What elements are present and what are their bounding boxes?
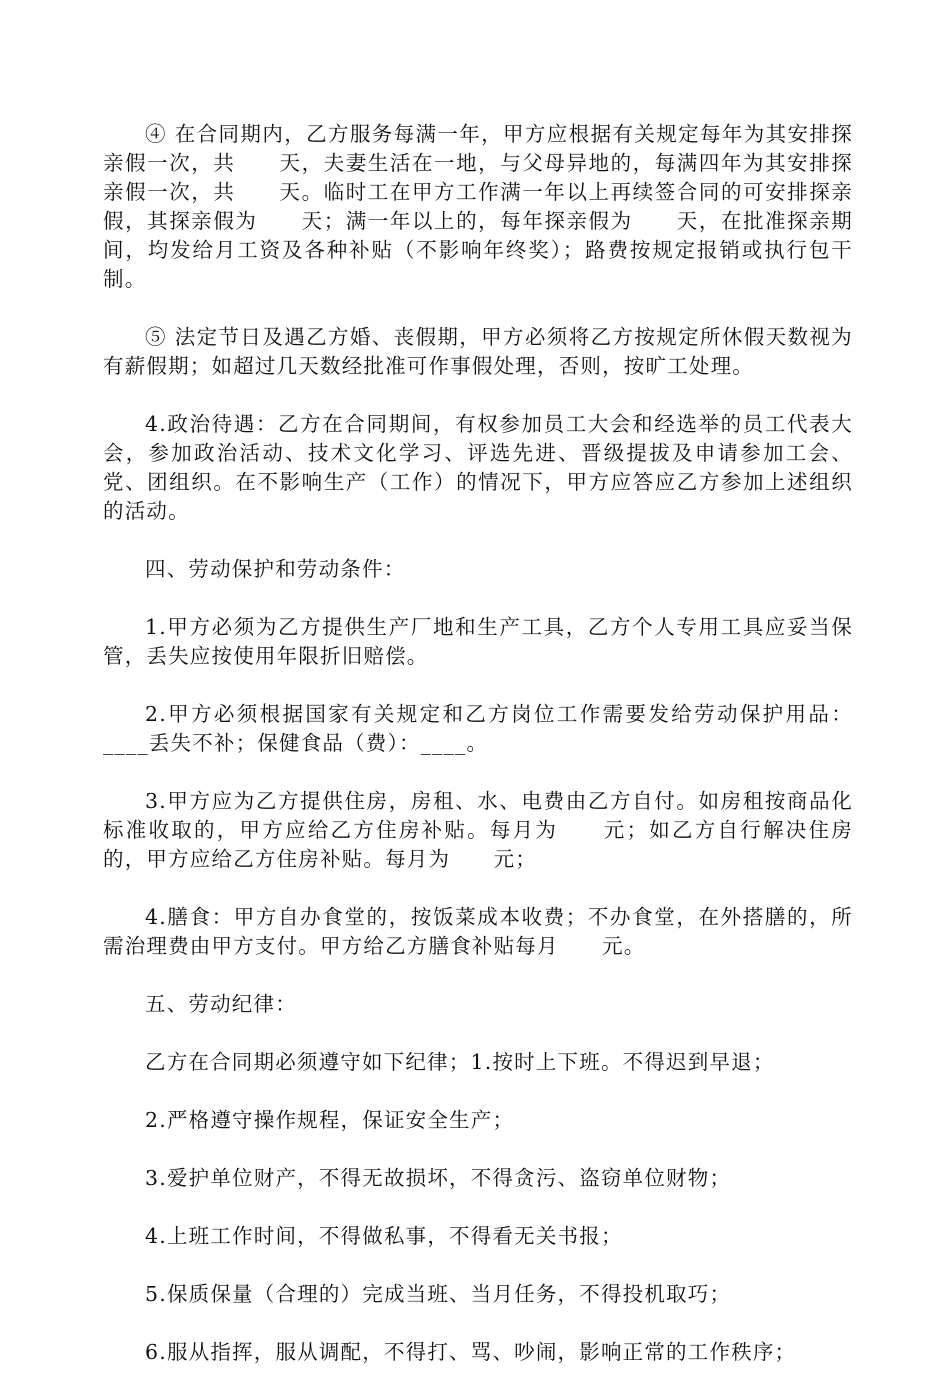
clause-holiday-leave: ⑤ 法定节日及遇乙方婚、丧假期，甲方必须将乙方按规定所休假天数视为有薪假期；如超过几天数经批准可作事假处理，否则，按旷工处理。 xyxy=(103,325,853,378)
discipline-item-2: 2.严格遵守操作规程，保证安全生产； xyxy=(145,1108,515,1132)
discipline-item-4: 4.上班工作时间，不得做私事，不得看无关书报； xyxy=(145,1224,623,1248)
section-heading-labor-protection: 四、劳动保护和劳动条件： xyxy=(145,557,406,581)
discipline-intro: 乙方在合同期必须遵守如下纪律；1.按时上下班。不得迟到早退； xyxy=(145,1050,775,1074)
clause-political-treatment: 4.政治待遇：乙方在合同期间，有权参加员工大会和经选举的员工代表大会，参加政治活动、技术文化学习、评选先进、晋级提拔及申请参加工会、党、团组织。在不影响生产（工作）的情况下，甲方应答应乙方参加上述组织的活动。 xyxy=(103,412,853,523)
discipline-item-3: 3.爱护单位财产，不得无故损坏，不得贪污、盗窃单位财物； xyxy=(145,1166,732,1190)
clause-protective-equipment: 2.甲方必须根据国家有关规定和乙方岗位工作需要发给劳动保护用品：____丢失不补；保健食品（费）：____。 xyxy=(103,702,853,755)
clause-housing: 3.甲方应为乙方提供住房，房租、水、电费由乙方自付。如房租按商品化标准收取的，甲方应给乙方住房补贴。每月为 元；如乙方自行解决住房的，甲方应给乙方住房补贴。每月为 元； xyxy=(103,789,853,871)
section-heading-labor-discipline: 五、劳动纪律： xyxy=(145,992,297,1016)
document-body xyxy=(103,120,853,1396)
clause-meals: 4.膳食：甲方自办食堂的，按饭菜成本收费；不办食堂，在外搭膳的，所需治理费由甲方支付。甲方给乙方膳食补贴每月 元。 xyxy=(103,905,853,958)
clause-production-tools: 1.甲方必须为乙方提供生产厂地和生产工具，乙方个人专用工具应妥当保管，丢失应按使用年限折旧赔偿。 xyxy=(103,615,853,668)
clause-home-leave: ④ 在合同期内，乙方服务每满一年，甲方应根据有关规定每年为其安排探亲假一次，共 天，夫妻生活在一地，与父母异地的，每满四年为其安排探亲假一次，共 天。临时工在甲方工作满一年以上再续签合同的可安排探亲假，其探亲假为 天；满一年以上的，每年探亲假为 天，在批准探亲期间，均发给月工资及各种补贴（不影响年终奖）；路费按规定报销或执行包干制。 xyxy=(103,122,853,291)
discipline-item-6: 6.服从指挥，服从调配，不得打、骂、吵闹，影响正常的工作秩序； xyxy=(145,1340,797,1364)
discipline-item-5: 5.保质保量（合理的）完成当班、当月任务，不得投机取巧； xyxy=(145,1282,732,1306)
